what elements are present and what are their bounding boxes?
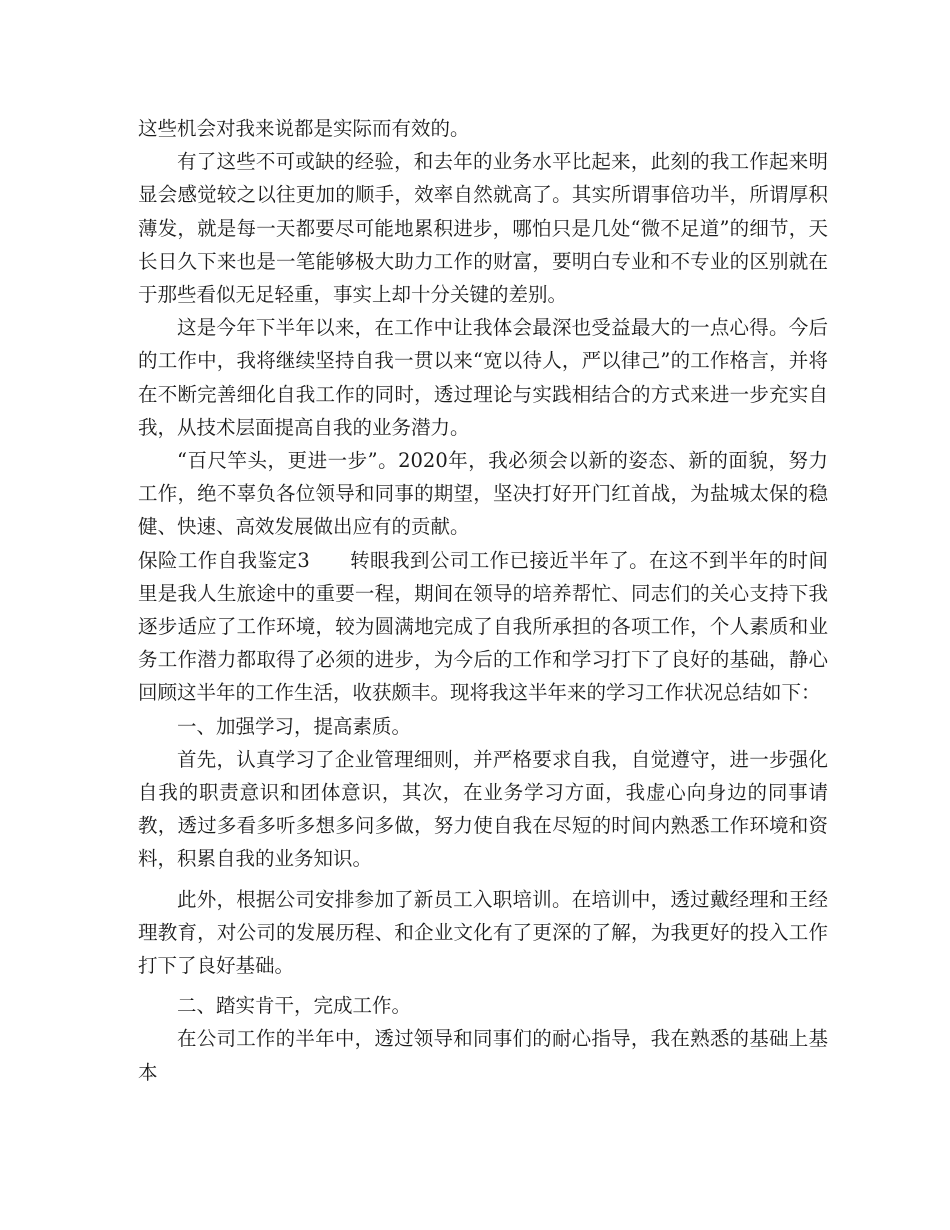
document-body [138,112,828,1089]
section-heading-1: 一、加强学习，提高素质。 [177,714,412,738]
paragraph-6: 首先，认真学习了企业管理细则，并严格要求自我，自觉遵守，进一步强化自我的职责意识和团体意识，其次，在业务学习方面，我虚心向身边的同事请教，透过多看多听多想多问多做，努力使自我在尽短的时间内熟悉工作环境和资料，积累自我的业务知识。 [138,747,828,871]
section-heading-2: 二、踏实肯干，完成工作。 [177,994,412,1018]
paragraph-1: 这些机会对我来说都是实际而有效的。 [138,117,470,140]
paragraph-8: 在公司工作的半年中，透过领导和同事们的耐心指导，我在熟悉的基础上基本 [138,1027,828,1084]
paragraph-3: 这是今年下半年以来，在工作中让我体会最深也受益最大的一点心得。今后的工作中，我将继续坚持自我一贯以来“宽以待人，严以律己”的工作格言，并将在不断完善细化自我工作的同时，透过理论与实践相结合的方式来进一步充实自我，从技术层面提高自我的业务潜力。 [138,316,828,439]
paragraph-4: “百尺竿头，更进一步”。2020年，我必须会以新的姿态、新的面貌，努力工作，绝不辜负各位领导和同事的期望，坚决打好开门红首战，为盐城太保的稳健、快速、高效发展做出应有的贡献。 [138,449,828,539]
paragraph-2: 有了这些不可或缺的经验，和去年的业务水平比起来，此刻的我工作起来明显会感觉较之以往更加的顺手，效率自然就高了。其实所谓事倍功半，所谓厚积薄发，就是每一天都要尽可能地累积进步，哪怕只是几处“微不足道”的细节，天长日久下来也是一笔能够极大助力工作的财富，要明白专业和不专业的区别就在于那些看似无足轻重，事实上却十分关键的差别。 [138,150,828,307]
paragraph-7: 此外，根据公司安排参加了新员工入职培训。在培训中，透过戴经理和王经理教育，对公司的发展历程、和企业文化有了更深的了解，为我更好的投入工作打下了良好基础。 [138,887,828,978]
paragraph-5-section-title: 保险工作自我鉴定3 转眼我到公司工作已接近半年了。在这不到半年的时间里是我人生旅途中的重要一程，期间在领导的培养帮忙、同志们的关心支持下我逐步适应了工作环境，较为圆满地完成了自我所承担的各项工作，个人素质和业务工作潜力都取得了必须的进步，为今后的工作和学习打下了良好的基础，静心回顾这半年的工作生活，收获颇丰。现将我这半年来的学习工作状况总结如下： [138,548,828,705]
